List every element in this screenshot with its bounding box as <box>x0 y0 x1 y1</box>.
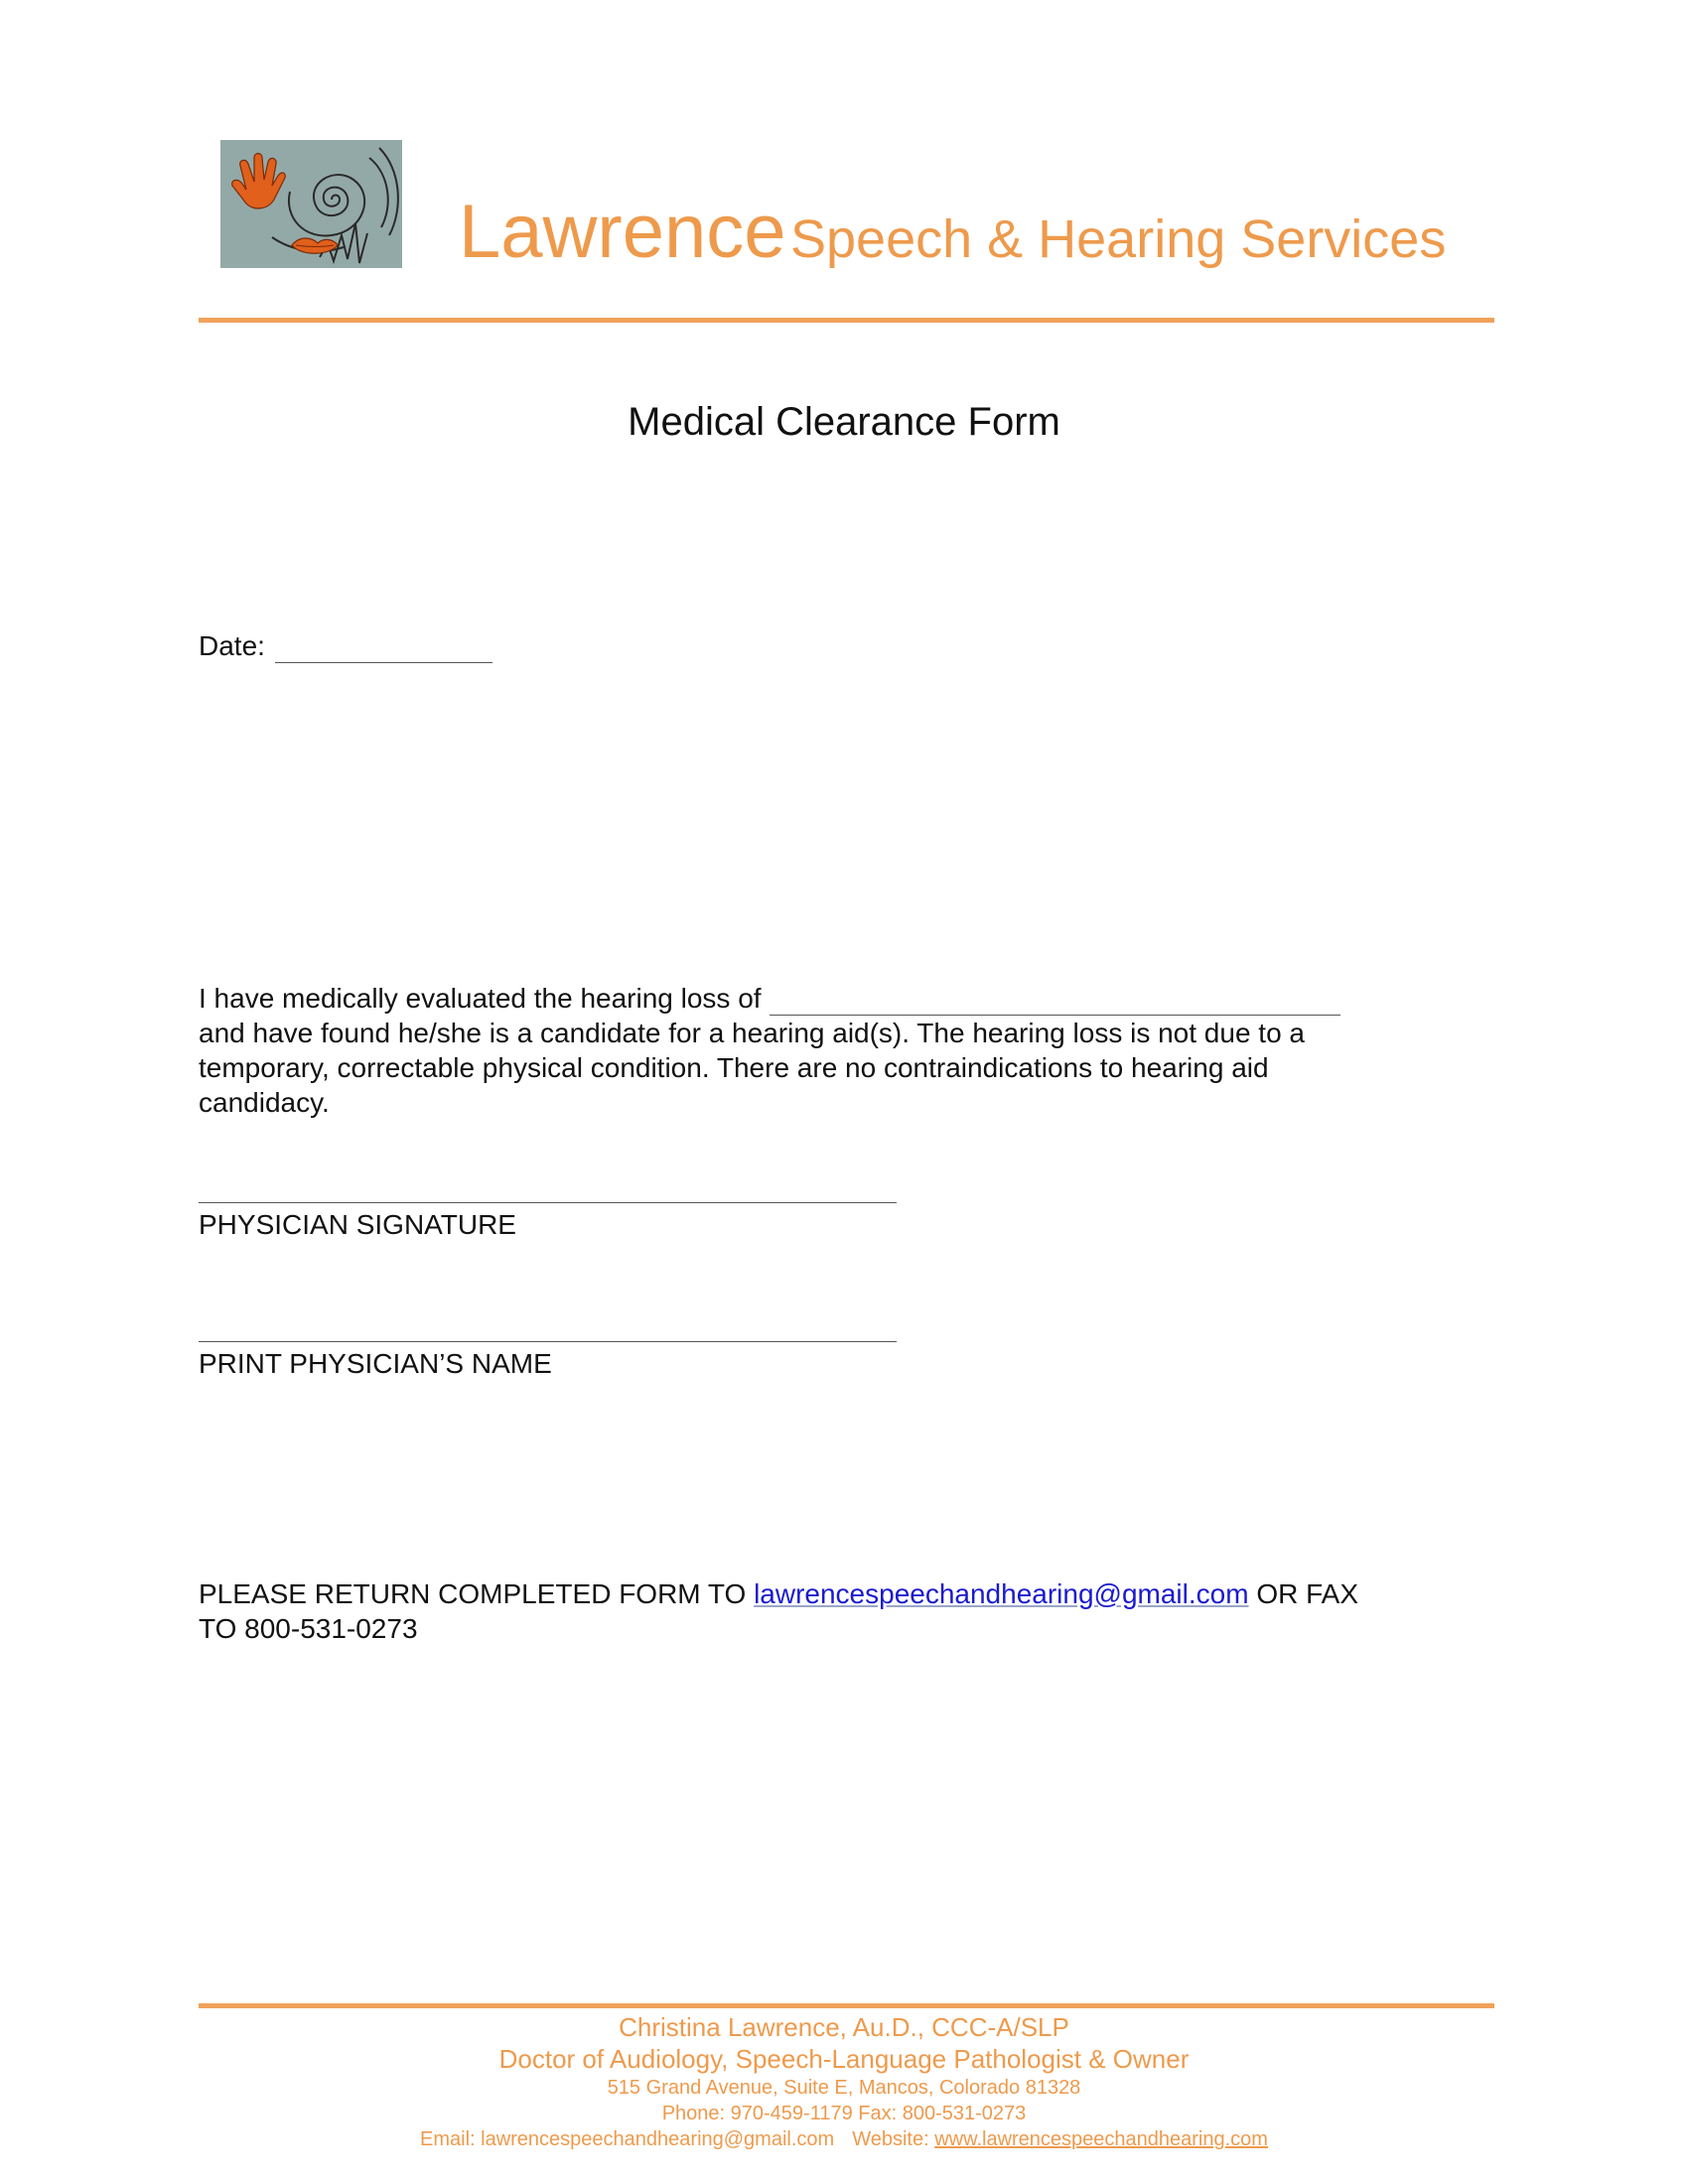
patient-name-field[interactable] <box>770 985 1340 1016</box>
statement-line-3: temporary, correctable physical condition. There are no contraindications to hearing aid <box>199 1052 1269 1083</box>
return-prefix: PLEASE RETURN COMPLETED FORM TO <box>199 1578 747 1609</box>
brand-name: Lawrence <box>459 190 786 274</box>
footer-email: Email: lawrencespeechandhearing@gmail.com <box>420 2128 835 2150</box>
footer-name: Christina Lawrence, Au.D., CCC-A/SLP <box>619 2012 1069 2042</box>
return-line-2: TO 800-531-0273 <box>199 1613 418 1644</box>
date-row <box>199 629 492 663</box>
return-line-1 <box>199 1576 1499 1611</box>
header-divider <box>199 318 1494 323</box>
date-label: Date: <box>199 630 265 661</box>
footer-website-link[interactable]: www.lawrencespeechandhearing.com <box>934 2128 1268 2150</box>
footer-title: Doctor of Audiology, Speech-Language Pathologist & Owner <box>498 2044 1190 2074</box>
brand-title <box>459 190 1447 274</box>
return-email-link[interactable]: lawrencespeechandhearing@gmail.com <box>754 1578 1249 1609</box>
form-title: Medical Clearance Form <box>628 400 1060 444</box>
physician-name-label: PRINT PHYSICIAN’S NAME <box>199 1348 552 1379</box>
return-instructions <box>199 1576 1499 1646</box>
footer-website-label: Website: <box>852 2128 929 2150</box>
footer-address: 515 Grand Avenue, Suite E, Mancos, Colorado 81328 <box>607 2077 1081 2099</box>
hand-spiral-logo-icon <box>220 140 402 268</box>
clearance-statement <box>199 981 1489 1120</box>
statement-text-1: I have medically evaluated the hearing loss of <box>199 983 762 1014</box>
statement-line-1 <box>199 981 1489 1016</box>
company-logo <box>220 140 402 268</box>
date-field[interactable] <box>275 632 492 663</box>
physician-signature-field[interactable] <box>199 1202 897 1203</box>
footer <box>0 2011 1688 2152</box>
return-suffix: OR FAX <box>1256 1578 1359 1609</box>
footer-phone-fax: Phone: 970-459-1179 Fax: 800-531-0273 <box>661 2103 1027 2124</box>
footer-contact <box>0 2126 1688 2152</box>
footer-divider <box>199 2003 1494 2008</box>
physician-signature-label: PHYSICIAN SIGNATURE <box>199 1209 516 1240</box>
brand-tagline: Speech & Hearing Services <box>789 209 1447 269</box>
statement-line-2: and have found he/she is a candidate for a hearing aid(s). The hearing loss is not due to a <box>199 1018 1305 1048</box>
physician-name-field[interactable] <box>199 1341 897 1342</box>
statement-line-4: candidacy. <box>199 1087 330 1118</box>
